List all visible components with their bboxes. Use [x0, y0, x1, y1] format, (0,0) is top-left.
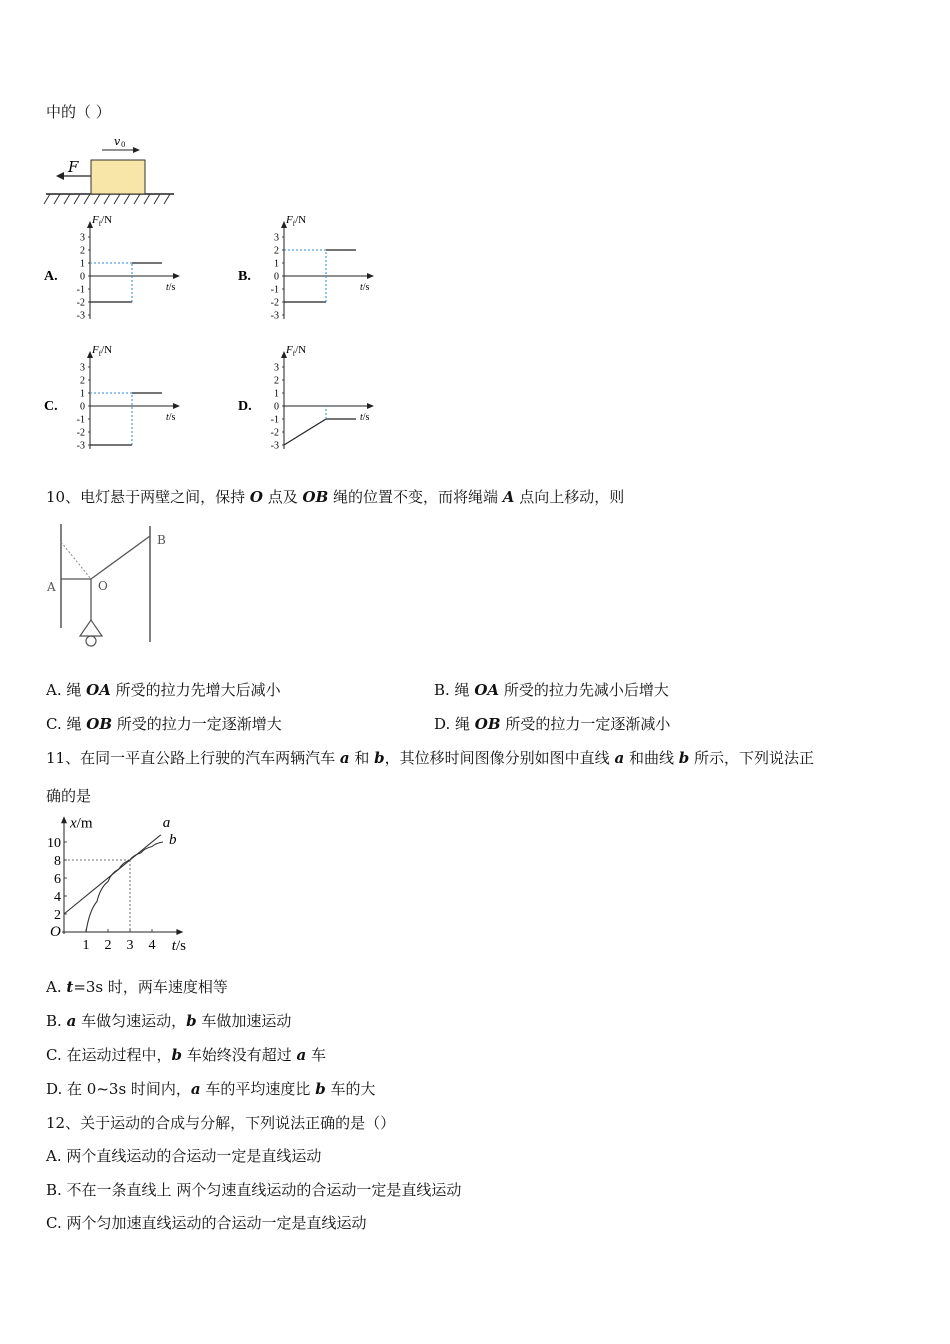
q12-option-a[interactable]: A. 两个直线运动的合运动一定是直线运动 — [46, 1147, 322, 1165]
x-tick-label: 4 — [148, 938, 156, 953]
x-axis-label: t/s — [166, 412, 176, 423]
question-stem-tail: 中的（ ） — [46, 103, 111, 121]
y-tick-label: -1 — [76, 284, 85, 296]
y-tick-label: -2 — [270, 297, 279, 309]
q10-option-b[interactable]: B. 绳 OA 所受的拉力先减小后增大 — [434, 681, 669, 699]
y-tick-label: 2 — [80, 375, 85, 387]
y-tick-label: 3 — [80, 362, 85, 374]
y-tick-label: -2 — [76, 427, 85, 439]
q10-option-d[interactable]: D. 绳 OB 所受的拉力一定逐渐减小 — [434, 715, 671, 733]
y-tick-label: -3 — [270, 310, 279, 322]
y-tick-label: -3 — [270, 440, 279, 452]
block-figure — [44, 134, 184, 206]
q10-option-c[interactable]: C. 绳 OB 所受的拉力一定逐渐增大 — [46, 715, 282, 733]
y-tick-label: 2 — [80, 245, 85, 257]
lamp-figure — [44, 520, 184, 655]
q11-option-c[interactable]: C. 在运动过程中，b 车始终没有超过 a 车 — [46, 1046, 327, 1064]
y-tick-label: -3 — [76, 440, 85, 452]
y-tick-label: 1 — [274, 258, 279, 270]
y-tick-label: 1 — [80, 388, 85, 400]
y-tick-label: -2 — [270, 427, 279, 439]
y-tick-label: -1 — [76, 414, 85, 426]
question-11-stem-cont: 确的是 — [46, 787, 92, 805]
option-b-graph[interactable] — [238, 216, 378, 328]
y-tick-label: -2 — [76, 297, 85, 309]
option-c-graph[interactable] — [44, 346, 184, 458]
x-axis-arrow — [176, 929, 183, 935]
q12-option-b[interactable]: B. 不在一条直线上 两个匀速直线运动的合运动一定是直线运动 — [46, 1181, 462, 1199]
y-tick-label: 3 — [274, 362, 279, 374]
y-tick-label: 3 — [80, 232, 85, 244]
y-tick-label: 1 — [274, 388, 279, 400]
question-10-stem: 10、电灯悬于两壁之间，保持 O 点及 OB 绳的位置不变，而将绳端 A 点向上移动，则 — [46, 488, 625, 506]
y-tick-label: -3 — [76, 310, 85, 322]
y-tick-label: 4 — [54, 890, 61, 905]
y-tick-label: 3 — [274, 232, 279, 244]
q11-option-a[interactable]: A. t=3s 时，两车速度相等 — [46, 978, 228, 996]
point-b-label: B — [157, 533, 166, 547]
option-label: D. — [238, 399, 252, 414]
x-axis-arrow — [173, 403, 180, 409]
x-axis-label: t/s — [171, 938, 186, 954]
origin-label: O — [50, 924, 61, 940]
xt-graph — [44, 812, 204, 957]
series-label-a: a — [162, 814, 171, 831]
q11-option-b[interactable]: B. a 车做匀速运动，b 车做加速运动 — [46, 1012, 292, 1030]
question-11-stem: 11、在同一平直公路上行驶的汽车两辆汽车 a 和 b，其位移时间图像分别如图中直线 a 和曲线 b 所示，下列说法正 — [46, 749, 814, 767]
y-tick-label: 0 — [80, 401, 85, 413]
x-axis-label: t/s — [360, 282, 370, 293]
y-tick-label: 0 — [274, 401, 279, 413]
y-tick-label: 0 — [80, 271, 85, 283]
x-axis-arrow — [367, 273, 374, 279]
series-segment — [284, 419, 326, 445]
point-o-label: O — [98, 579, 108, 593]
y-axis-label: $F_f/N$ — [286, 344, 307, 358]
y-tick-label: 2 — [54, 908, 61, 923]
y-tick-label: 2 — [274, 375, 279, 387]
y-tick-label: 6 — [54, 872, 61, 887]
y-axis-label: x/m — [70, 815, 93, 832]
option-a-graph[interactable] — [44, 216, 184, 328]
y-axis-arrow — [61, 816, 67, 823]
y-tick-label: 1 — [80, 258, 85, 270]
option-d-graph[interactable] — [238, 346, 378, 458]
x-axis-arrow — [173, 273, 180, 279]
q12-option-c[interactable]: C. 两个匀加速直线运动的合运动一定是直线运动 — [46, 1214, 367, 1232]
y-tick-label: -1 — [270, 284, 279, 296]
x-axis-label: t/s — [166, 282, 176, 293]
series-label-b: b — [169, 832, 177, 848]
y-tick-label: 10 — [47, 836, 61, 851]
y-axis-label: $F_f/N$ — [92, 344, 113, 358]
point-a-label: A — [47, 580, 56, 594]
y-tick-label: -1 — [270, 414, 279, 426]
force-label: F — [68, 158, 79, 176]
x-axis-arrow — [367, 403, 374, 409]
x-axis-label: t/s — [360, 412, 370, 423]
x-tick-label: 1 — [82, 938, 90, 953]
velocity-label: v — [114, 135, 121, 148]
option-label: A. — [44, 269, 58, 284]
svg-text:0: 0 — [121, 141, 126, 149]
x-tick-label: 3 — [126, 938, 134, 953]
y-tick-label: 8 — [54, 854, 61, 869]
question-12-stem: 12、关于运动的合成与分解，下列说法正确的是（） — [46, 1114, 396, 1132]
q11-option-d[interactable]: D. 在 0~3s 时间内，a 车的平均速度比 b 车的大 — [46, 1080, 376, 1098]
y-tick-label: 0 — [274, 271, 279, 283]
y-axis-label: $F_f/N$ — [286, 214, 307, 228]
y-tick-label: 2 — [274, 245, 279, 257]
x-tick-label: 2 — [104, 938, 112, 953]
y-axis-label: $F_f/N$ — [92, 214, 113, 228]
option-label: B. — [238, 269, 251, 284]
q10-option-a[interactable]: A. 绳 OA 所受的拉力先增大后减小 — [46, 681, 281, 699]
option-label: C. — [44, 399, 58, 414]
